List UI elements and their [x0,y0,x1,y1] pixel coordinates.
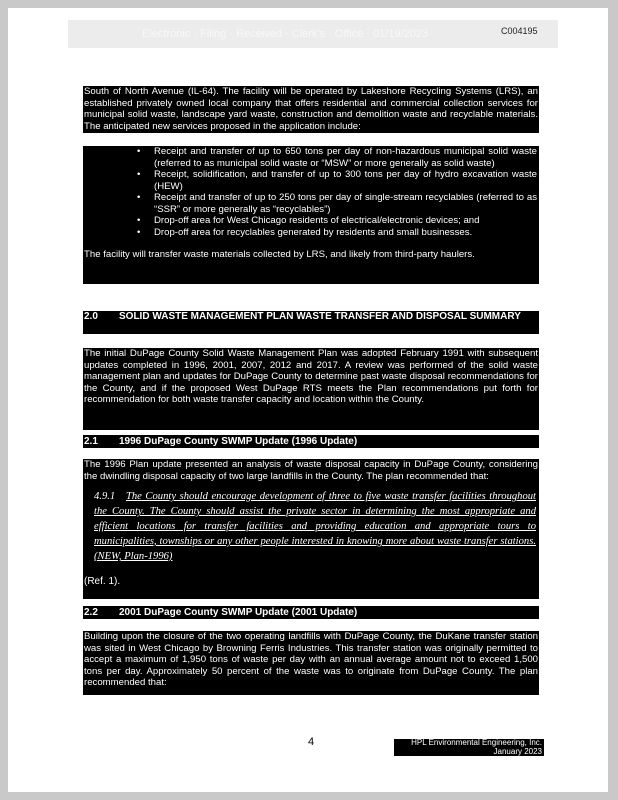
section-21-heading [83,435,539,448]
section-2-heading [83,311,539,334]
section-2-paragraph [83,348,539,430]
quote-number: 4.9.1 [94,491,116,502]
section-22-heading [83,606,539,619]
section-2-title: SOLID WASTE MANAGEMENT PLAN WASTE TRANSFER AND DISPOSAL SUMMARY [119,311,521,322]
document-page [8,8,608,792]
section-22-paragraph [83,631,539,695]
reference-note: (Ref. 1). [84,576,121,587]
section-21-number: 2.1 [84,436,98,447]
plan-quote [84,489,538,564]
intro-paragraph-text: South of North Avenue (IL-64). The facility will be operated by Lakeshore Recycling Systems (LRS), an established privately owned local company that offers residential and commercial collection services for municipal solid waste, landscape yard waste, construction and demolition waste and recyclable materials. The anticipated new services proposed in the application include: [84,86,538,132]
section-21-title: 1996 DuPage County SWMP Update (1996 Update) [119,436,358,447]
quote-text: The County should encourage development of three to five waste transfer facilities throughout the County. The County should assist the private sector in determining the most appropriate and efficient locations for transfer facilities and providing education and appropriate tours to municipalities, townships or any other people interested in knowing more about waste transfer stations. (NEW, Plan-1996) [94,491,536,562]
section-2-number: 2.0 [84,311,98,322]
section-22-number: 2.2 [84,607,98,618]
section-21-paragraph: The 1996 Plan update presented an analysis of waste disposal capacity in DuPage County, considering the dwindling disposal capacity of two large landfills in the County. The plan recommended that: [84,459,538,482]
list-item: • Drop-off area for recyclables generated by residents and small businesses. [154,227,538,239]
section-21-block [83,459,539,599]
transfer-note: The facility will transfer waste materials collected by LRS, and likely from third-party haulers. [84,249,475,260]
list-item: • Receipt and transfer of up to 250 tons per day of single-stream recyclables (referred to as “SSR” or more generally as “recyclables”) [154,192,538,215]
footer-block [394,739,544,756]
filing-stamp-text: Electronic · Filing · Received · Clerk's · Office · 01/19/2023 [142,28,429,40]
list-item: • Receipt, solidification, and transfer of up to 300 tons per day of hydro excavation waste (HEW) [154,169,538,192]
services-block [83,146,539,284]
footer-company: HPL Environmental Engineering, Inc. [411,738,542,747]
footer-date: January 2023 [493,746,542,756]
page-number: 4 [308,736,315,748]
list-item: • Drop-off area for West Chicago residents of electrical/electronic devices; and [154,215,538,227]
services-list [84,146,538,238]
list-item: • Receipt and transfer of up to 650 tons per day of non-hazardous municipal solid waste (referred to as municipal solid waste or “MSW” or more generally as solid waste) [154,146,538,169]
section-22-title: 2001 DuPage County SWMP Update (2001 Update) [119,607,358,618]
intro-paragraph [83,86,539,133]
document-id: C004195 [501,26,538,36]
section-2-paragraph-text: The initial DuPage County Solid Waste Management Plan was adopted February 1991 with subsequent updates completed in 1996, 2001, 2007, 2012 and 2017. A review was performed of the solid waste management plan and updates for DuPage County to determine past waste disposal recommendations for the County, and if the proposed West DuPage RTS meets the Plan recommendations put forth for recommendation for both waste transfer capacity and location within the County. [84,348,538,405]
filing-stamp [68,20,558,48]
section-22-paragraph-text: Building upon the closure of the two operating landfills with DuPage County, the DuKane transfer station was sited in West Chicago by Browning Ferris Industries. This transfer station was originally permitted to accept a maximum of 1,950 tons of waste per day with an annual average amount not to exceed 1,500 tons per day. Approximately 50 percent of the waste was to originate from DuPage County. The plan recommended that: [84,631,538,688]
